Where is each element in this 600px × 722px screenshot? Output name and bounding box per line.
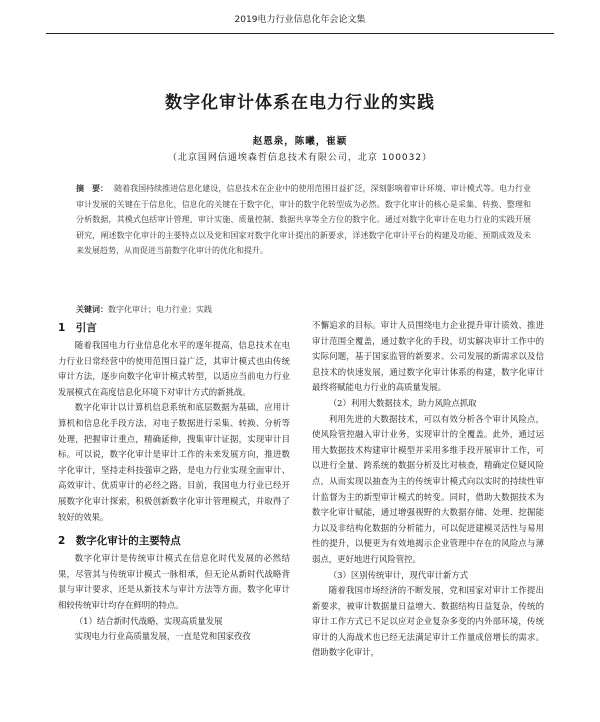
section-1-paragraph-2: 数字化审计以计算机信息系统和底层数据为基础，应用计算机和信息化手段方法，对电子数据进行采集、转换、分析等处理，把握审计重点，精确延伸，搜集审计证据，实现审计目标。可以说，数字化审计是审计工作的未来发展方向，推进数字化审计，坚持走科技强审之路，是电力行业实现全面审计、高效审计、优质审计的必经之路。目前，我国电力行业已经开展数字化审计探索，积极创新数字化审计管理模式，并取得了较好的效果。	[58, 402, 290, 522]
subsection-2-paragraph-1: 利用先进的大数据技术，可以有效分析各个审计风险点，使风险管控融入审计业务，实现审计的全覆盖。此外，通过运用大数据技术构建审计模型并采用多维手段开展审计工作，可以进行全量、跨系统的数据分析及比对核查，精确定位疑风险点，从而实现以抽查为主的传统审计模式向以实时的持续性审计监督为主的新型审计模式的转变。同时，借助大数据技术为数字化审计赋能，通过增强视野的大数据存储、处理、挖掘能力以及非结构化数据的分析能力，可以促进建模灵活性与易用性的提升，以便更为有效地揭示企业管理中存在的风险点与薄弱点，更好地进行风险管控。	[312, 413, 544, 564]
abstract-label: 摘 要：	[76, 184, 109, 193]
left-column	[58, 318, 290, 645]
subsection-2-title: （2）利用大数据技术，助力风险点抓取	[328, 397, 477, 408]
keywords-text: 数字化审计；电力行业；实践	[108, 305, 212, 314]
abstract-text: 随着我国持续推进信息化建设，信息技术在企业中的使用范围日益扩泛，深刻影响着审计环境、审计模式等。电力行业审计发展的关键在于信息化，信息化的关键在于数字化，审计的数字化转型成为必然。数字化审计的核心是采集、转换、整理和分析数据，其模式包括审计管理、审计实施、质量控制、数据共享等全方位的数字化。通过对数字化审计在电力行业的实践开展研究，阐述数字化审计的主要特点以及党和国家对数字化审计提出的新要求，详述数字化审计平台的构建及功能、预期成效及未来发展趋势，从而促进当前数字化审计的优化和提升。	[76, 184, 531, 255]
keywords	[76, 303, 531, 317]
subsection-3-title: （3）区别传统审计，现代审计新方式	[328, 569, 469, 580]
subsection-1-title: （1）结合新时代战略，实现高质量发展	[74, 615, 223, 626]
section-1-paragraph-1: 随着我国电力行业信息化水平的逐年提高，信息技术在电力行业日常经营中的使用范围日益广泛，其审计模式也由传统审计方法，逐步向数字化审计模式转型，以适应当前电力行业发展模式在高度信息化环境下对审计方式的新挑战。	[58, 340, 290, 397]
abstract	[76, 181, 531, 259]
authors: 赵恩泉，陈曦，崔颖	[252, 136, 348, 147]
continued-paragraph: 不懈追求的目标。审计人员围绕电力企业提升审计质效、推进审计范围全覆盖，通过数字化的手段，切实解决审计工作中的实际问题，基于国家监管的新要求、公司发展的新需求以及信息技术的快速发展，通过数字化审计体系的构建，数字化审计最终将赋能电力行业的高质量发展。	[312, 320, 544, 393]
section-1-title: 1 引言	[58, 322, 97, 334]
section-2-paragraph-1: 数字化审计是传统审计模式在信息化时代发展的必然结果，尽管其与传统审计模式一脉相承，但无论从新时代战略背景与审计要求，还是从新技术与审计方法等方面，数字化审计相较传统审计均存在鲜明的特点。	[58, 553, 290, 610]
keywords-label: 关键词：	[76, 305, 108, 314]
header-rule	[46, 33, 554, 34]
paper-title: 数字化审计体系在电力行业的实践	[165, 93, 435, 113]
section-2-title: 2 数字化审计的主要特点	[58, 535, 181, 548]
affiliation: （北京国网信通埃森哲信息技术有限公司，北京 100032）	[167, 153, 433, 163]
right-column	[312, 318, 544, 661]
subsection-3-paragraph-1: 随着我国市场经济的不断发展，党和国家对审计工作提出新要求，被审计数据量日益增大、数据结构日益复杂，传统的审计工作方式已不足以应对企业复杂多变的内外部环境，传统审计的人海战术也已经无法满足审计工作量成倍增长的需求。借助数字化审计，	[312, 585, 544, 658]
subsection-1-paragraph-1: 实现电力行业高质量发展，一直是党和国家孜孜	[74, 631, 251, 642]
running-header: 2019电力行业信息化年会论文集	[234, 15, 366, 25]
